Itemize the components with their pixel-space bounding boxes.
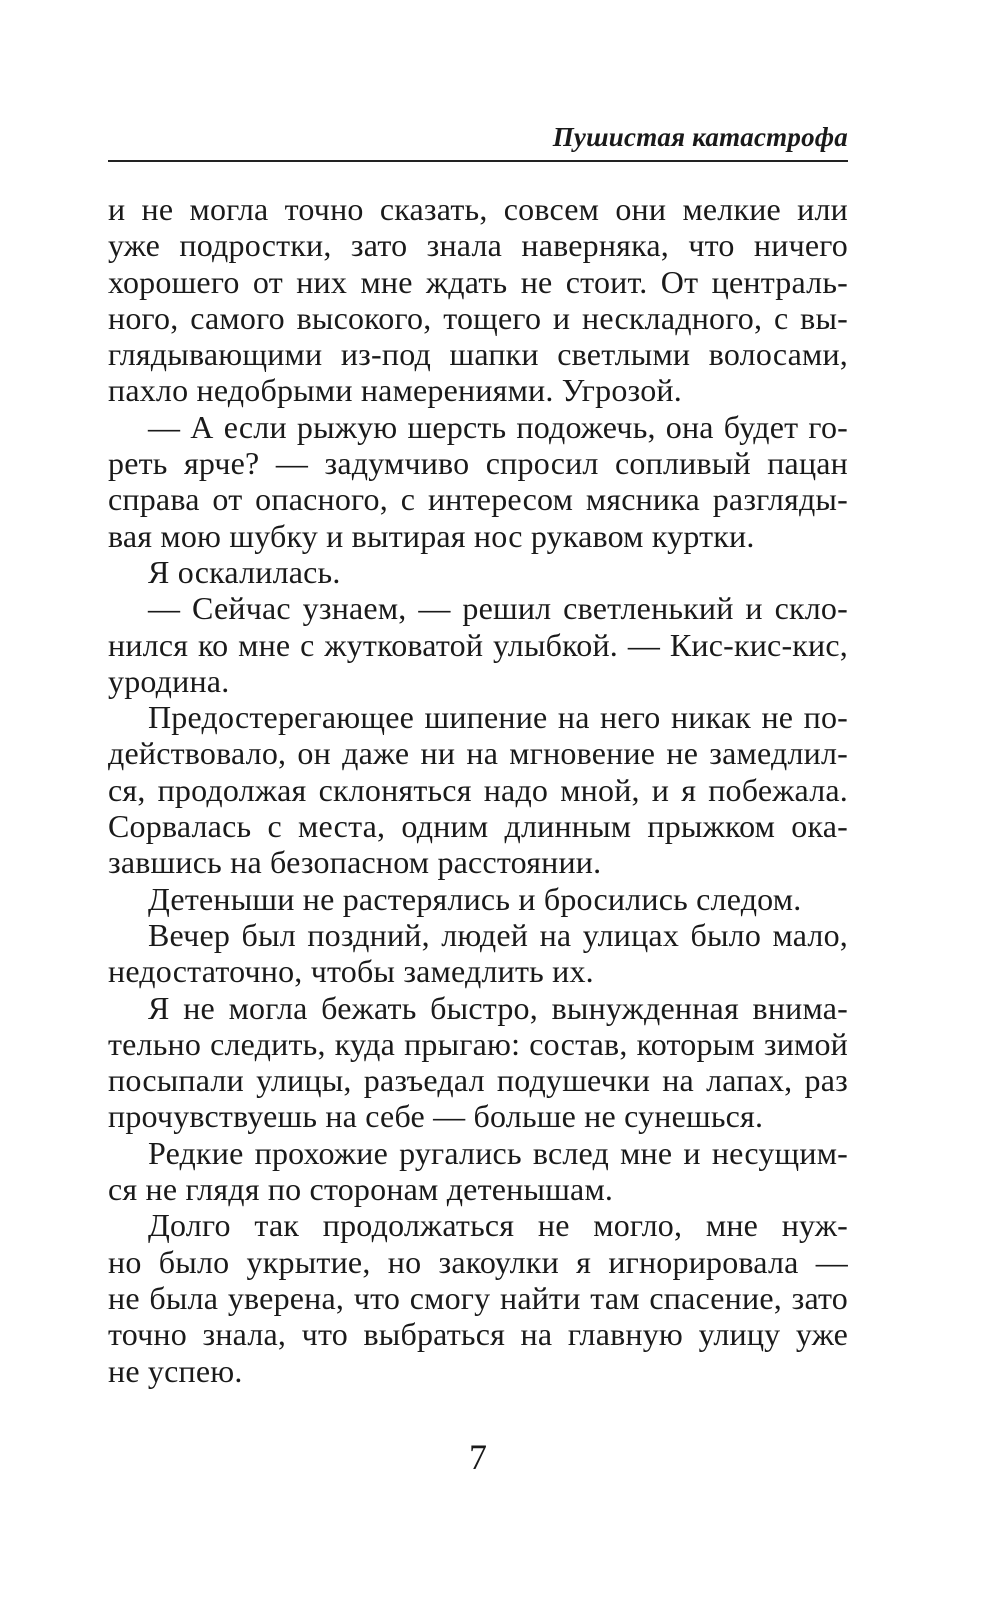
text-line: не была уверена, что смогу найти там спасение, зато (108, 1279, 848, 1316)
page-number: 7 (469, 1437, 487, 1477)
paragraph (108, 990, 848, 1135)
paragraph (108, 554, 848, 590)
text-line: завшись на безопасном расстоянии. (108, 844, 602, 881)
text-line: недостаточно, чтобы замедлить их. (108, 953, 594, 990)
text-line: ся не глядя по сторонам детенышам. (108, 1171, 614, 1208)
text-line: Детеныши не растерялись и бросились следом. (148, 880, 802, 917)
text-line: пахло недобрыми намерениями. Угрозой. (108, 372, 682, 409)
text-line: глядывающими из-под шапки светлыми волосами, (108, 336, 848, 373)
paragraph (108, 1135, 848, 1208)
text-line: ного, самого высокого, тощего и нескладного, с вы- (108, 299, 848, 336)
text-line: Сорвалась с места, одним длинным прыжком ока- (108, 808, 848, 845)
text-line: Я оскалилась. (148, 553, 341, 590)
running-header (108, 122, 848, 162)
paragraph (108, 881, 848, 917)
text-line: точно знала, что выбраться на главную улицу уже (108, 1316, 848, 1353)
text-line: Я не могла бежать быстро, вынужденная внима- (148, 989, 848, 1026)
text-line: ся, продолжая склоняться надо мной, и я побежала. (108, 771, 848, 808)
text-line: Предостерегающее шипение на него никак не по- (148, 699, 848, 736)
text-line: справа от опасного, с интересом мясника разгляды- (108, 481, 848, 518)
text-line: вая мою шубку и вытирая нос рукавом куртки. (108, 517, 755, 554)
paragraph (108, 590, 848, 699)
text-line: хорошего от них мне ждать не стоит. От централь- (108, 263, 848, 300)
text-line: — А если рыжую шерсть подожечь, она будет го- (148, 408, 848, 445)
paragraph (108, 917, 848, 990)
text-line: Долго так продолжаться не могло, мне нуж- (148, 1207, 848, 1244)
text-line: уродина. (108, 662, 230, 699)
text-line: прочувствуешь на себе — больше не сунешься. (108, 1098, 764, 1135)
paragraph (108, 191, 848, 409)
paragraph (108, 699, 848, 880)
text-line: реть ярче? — задумчиво спросил сопливый пацан (108, 445, 848, 482)
text-line: посыпали улицы, разъедал подушечки на лапах, раз (108, 1062, 848, 1099)
text-line: но было укрытие, но закоулки я игнорировала — (108, 1243, 848, 1280)
paragraph (108, 1207, 848, 1388)
text-line: — Сейчас узнаем, — решил светленький и скло- (148, 590, 848, 627)
text-line: и не могла точно сказать, совсем они мелкие или (108, 191, 848, 227)
text-line: Вечер был поздний, людей на улицах было мало, (148, 916, 848, 953)
text-line: уже подростки, зато знала наверняка, что ничего (108, 227, 848, 264)
body-text (108, 191, 848, 1389)
text-line: не успею. (108, 1352, 243, 1389)
text-line: тельно следить, куда прыгаю: состав, которым зимой (108, 1025, 848, 1062)
text-line: действовало, он даже ни на мгновение не замедлил- (108, 735, 848, 772)
text-line: Редкие прохожие ругались вслед мне и несущим- (148, 1134, 848, 1171)
paragraph (108, 409, 848, 554)
text-line: нился ко мне с жутковатой улыбкой. — Кис-кис-кис, (108, 626, 848, 663)
running-title: Пушистая катастрофа (552, 122, 848, 152)
